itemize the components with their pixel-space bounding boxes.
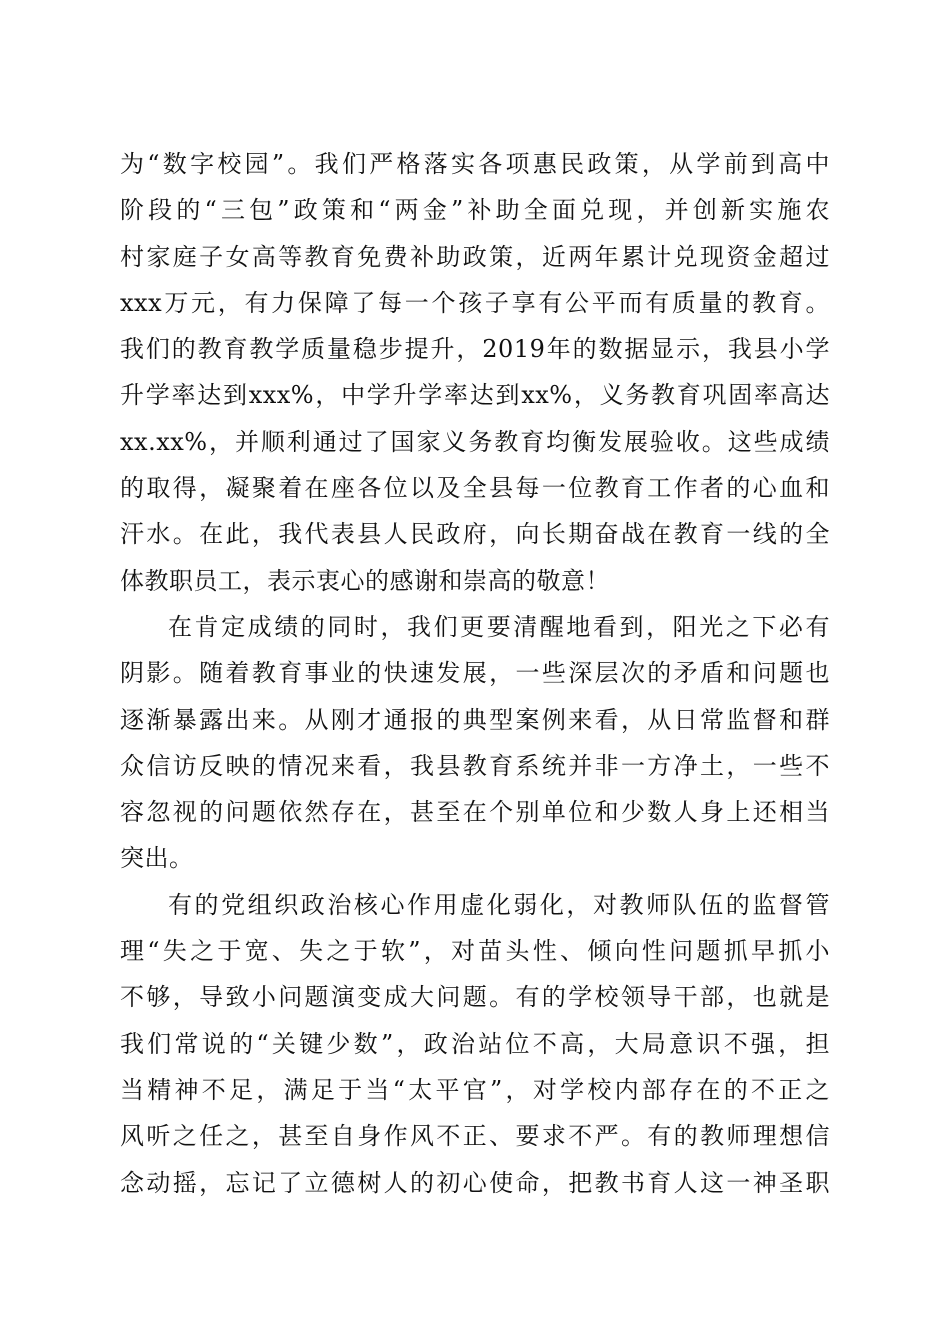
text-line: 为“数字校园”。我们严格落实各项惠民政策，从学前到高中: [120, 150, 830, 178]
text-line: 体教职员工，表示衷心的感谢和崇高的敬意！: [120, 566, 610, 595]
text-line: 阴影。随着教育事业的快速发展，一些深层次的矛盾和问题也: [120, 659, 830, 688]
text-line: 风听之任之，甚至自身作风不正、要求不严。有的教师理想信: [120, 1122, 830, 1151]
text-line: 的取得，凝聚着在座各位以及全县每一位教育工作者的心血和: [120, 474, 830, 503]
text-line: xxx万元，有力保障了每一个孩子享有公平而有质量的教育。: [120, 288, 830, 317]
text-line: 容忽视的问题依然存在，甚至在个别单位和少数人身上还相当: [120, 798, 830, 827]
text-line: 众信访反映的情况来看，我县教育系统并非一方净土，一些不: [120, 751, 830, 780]
text-line: xx.xx%，并顺利通过了国家义务教育均衡发展验收。这些成绩: [120, 427, 830, 456]
text-line: 升学率达到xxx%，中学升学率达到xx%，义务教育巩固率高达: [120, 381, 830, 410]
text-line: 当精神不足，满足于当“太平官”，对学校内部存在的不正之: [120, 1075, 830, 1104]
text-line: 阶段的“三包”政策和“两金”补助全面兑现，并创新实施农: [120, 196, 830, 225]
text-line: 突出。: [120, 844, 194, 873]
text-line: 理“失之于宽、失之于软”，对苗头性、倾向性问题抓早抓小: [120, 937, 830, 966]
text-line: 我们常说的“关键少数”，政治站位不高，大局意识不强，担: [120, 1029, 830, 1058]
text-line: 我们的教育教学质量稳步提升，2019年的数据显示，我县小学: [120, 335, 830, 364]
text-line: 村家庭子女高等教育免费补助政策，近两年累计兑现资金超过: [120, 242, 830, 271]
paragraph-first-line: 在肯定成绩的同时，我们更要清醒地看到，阳光之下必有: [168, 612, 830, 641]
text-line: 不够，导致小问题演变成大问题。有的学校领导干部，也就是: [120, 983, 830, 1012]
paragraph-first-line: 有的党组织政治核心作用虚化弱化，对教师队伍的监督管: [168, 890, 830, 919]
text-line: 逐渐暴露出来。从刚才通报的典型案例来看，从日常监督和群: [120, 705, 830, 734]
text-line: 念动摇，忘记了立德树人的初心使命，把教书育人这一神圣职: [120, 1168, 830, 1197]
body-text: [120, 141, 830, 1206]
text-line: 汗水。在此，我代表县人民政府，向长期奋战在教育一线的全: [120, 520, 830, 549]
